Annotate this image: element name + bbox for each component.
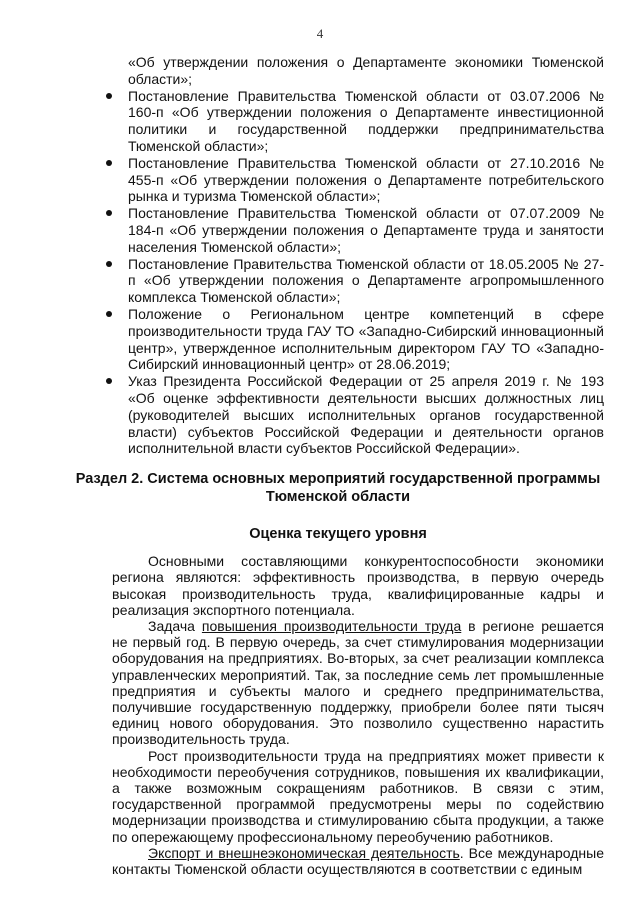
list-item [128,306,604,373]
list-item-text: Указ Президента Российской Федерации от 25 апреля 2019 г. № 193 «Об оценке эффективности деятельности высших должностных лиц (руководителей высших исполнительных органов государственной власти) субъектов Российской Федерации и деятельности органов исполнительной власти субъектов Российской Федерации». [128,373,604,457]
section-heading: Раздел 2. Система основных мероприятий государственной программы Тюменской области [75,471,601,505]
list-item-text: Постановление Правительства Тюменской области от 03.07.2006 № 160-п «Об утверждении положения о Департаменте инвестиционной политики и государственной поддержки предпринимательства Тюменской области»; [128,87,604,154]
document-body [0,54,640,877]
paragraph: Основными составляющими конкурентоспособности экономики региона являются: эффективность производства, в первую очередь высокая производительность труда, квалифицированные кадры и реализация экспортного потенциала. [112,553,604,618]
paragraph-text: в регионе решается не первый год. В первую очередь, за счет стимулирования модернизации оборудования на предприятиях. Во-вторых, за счет реализации комплекса управленческих мероприятий. Так, за последние семь лет промышленные предприятия и субъекты малого и среднего предпринимательства, получившие государственную поддержку, приобрели более пяти тысяч единиц нового оборудования. Это позволило существенно нарастить производительность труда. [112,617,605,748]
list-item [128,256,604,306]
bullet-icon [106,311,112,317]
underlined-phrase: Экспорт и внешнеэкономическая деятельность [148,844,460,861]
paragraph: Рост производительности труда на предприятиях может привести к необходимости переобучения сотрудников, повышения их квалификации, а также возможным сокращениям работников. В связи с этим, государственной программой предусмотрены меры по содействию модернизации производства и стимулированию сбыта продукции, а также по опережающему профессиональному переобучению работников. [112,747,604,845]
list-item-continued: «Об утверждении положения о Департаменте экономики Тюменской области»; [128,54,604,87]
list-item-text: Постановление Правительства Тюменской области от 27.10.2016 № 455-п «Об утверждении положения о Департаменте потребительского рынка и туризма Тюменской области»; [128,154,604,205]
paragraph [112,845,604,877]
paragraph-text: . Все международные контакты Тюменской области осуществляются в соответствии с единым [112,844,604,877]
list-item-text: Положение о Региональном центре компетенций в сфере производительности труда ГАУ ТО «Западно-Сибирский инновационный центр», утвержденное исполнительным директором ГАУ ТО «Западно-Сибирский инновационный центр» от 28.06.2019; [128,305,604,373]
list-item-text: Постановление Правительства Тюменской области от 18.05.2005 № 27-п «Об утверждении положения о Департаменте агропромышленного комплекса Тюменской области»; [128,255,604,306]
bullet-icon [106,378,112,384]
list-item [128,205,604,255]
bullet-icon [106,93,112,99]
paragraph-text: Задача [148,617,202,634]
list-item [128,88,604,155]
page-number: 4 [316,26,324,41]
list-item [128,155,604,205]
list-item-text: Постановление Правительства Тюменской области от 07.07.2009 № 184-п «Об утверждении положения о Департаменте труда и занятости населения Тюменской области»; [128,205,604,255]
paragraph [112,618,604,748]
bullet-icon [106,160,112,166]
underlined-phrase: повышения производительности труда [201,617,462,634]
list-item [128,373,604,457]
sub-heading: Оценка текущего уровня [249,526,427,543]
bullet-icon [106,210,112,216]
bullet-icon [106,261,112,267]
